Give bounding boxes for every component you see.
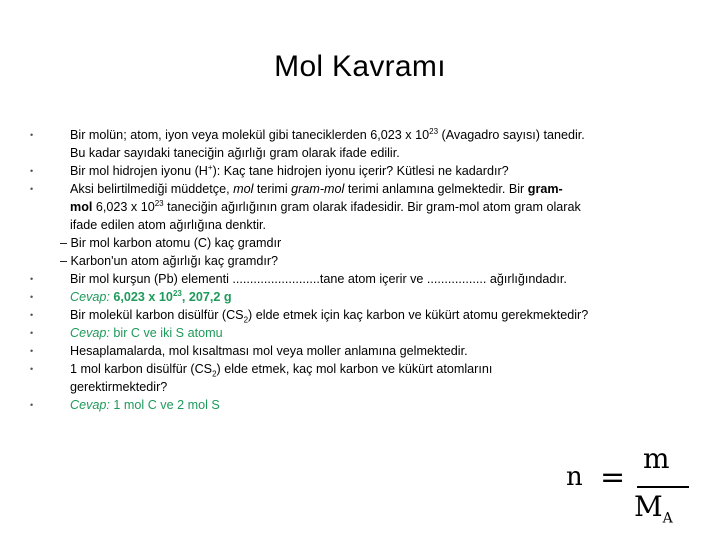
formula-lhs: n [566,462,583,492]
formula-equals: = [600,460,626,495]
answer-item: • Cevap: 6,023 x $10^{23}$, 207,2 g [30,288,232,304]
list-item [30,180,695,234]
bullet-icon: • [30,364,34,374]
bullet-icon: • [30,328,34,338]
list-item: • Bir molekül karbon disülfür $(CS_2)$ elde etmek için kaç karbon ve kükürt atomu gerekmektedir? [30,308,589,325]
sub-list-item: – Bir mol karbon atomu (C) kaç gramdır [60,236,282,250]
formula-denominator: $M_A$ [634,490,673,527]
list-item: • Bir mol kurşun (Pb) elementi .........................tane atom içerir ve ................. ağırlığındadır. [30,272,567,286]
item-line: Bu kadar sayıdaki taneciğin ağırlığı gram olarak ifade edilir. [70,146,400,160]
bullet-icon: • [30,274,34,284]
bullet-icon: • [30,184,34,194]
item-line: Bir molün; atom, iyon veya molekül gibi taneciklerden 6,023 x $10^{23}$ (Avagadro sayısı) tanedir. [70,126,585,142]
bullet-icon: • [30,292,34,302]
bullet-icon: • [30,130,34,140]
list-item: • Hesaplamalarda, mol kısaltması mol veya moller anlamına gelmektedir. [30,344,468,358]
mol-formula [560,442,690,527]
list-item: • 1 mol karbon disülfür $(CS_2)$ elde etmek, kaç mol karbon ve kükürt atomlarını gerektirmektedir? [30,362,493,394]
answer-item: • Cevap: 1 mol C ve 2 mol S [30,398,220,412]
content-list [30,126,695,414]
formula-numerator: m [643,442,670,475]
bullet-icon: • [30,310,34,320]
item-text: Aksi belirtilmediği müddetçe, mol terimi gram-mol terimi anlamına gelmektedir. Bir gram- mol 6,023 x $10^{23}$ taneciğin ağırlığının gram olarak ifadesidir. Bir gram-mol atom gram olarak ifade edilen atom ağırlığına denktir. [70,182,581,232]
answer-item: • Cevap: bir C ve iki S atomu [30,326,223,340]
sub-list-item: – Karbon'un atom ağırlığı kaç gramdır? [60,254,279,268]
bullet-icon: • [30,400,34,410]
list-item [30,126,695,162]
page-title: Mol Kavramı [274,50,446,83]
bullet-icon: • [30,166,34,176]
bullet-icon: • [30,346,34,356]
fraction-bar [637,486,689,488]
list-item: • Bir mol hidrojen iyonu (H+): Kaç tane hidrojen iyonu içerir? Kütlesi ne kadardır? [30,162,509,178]
